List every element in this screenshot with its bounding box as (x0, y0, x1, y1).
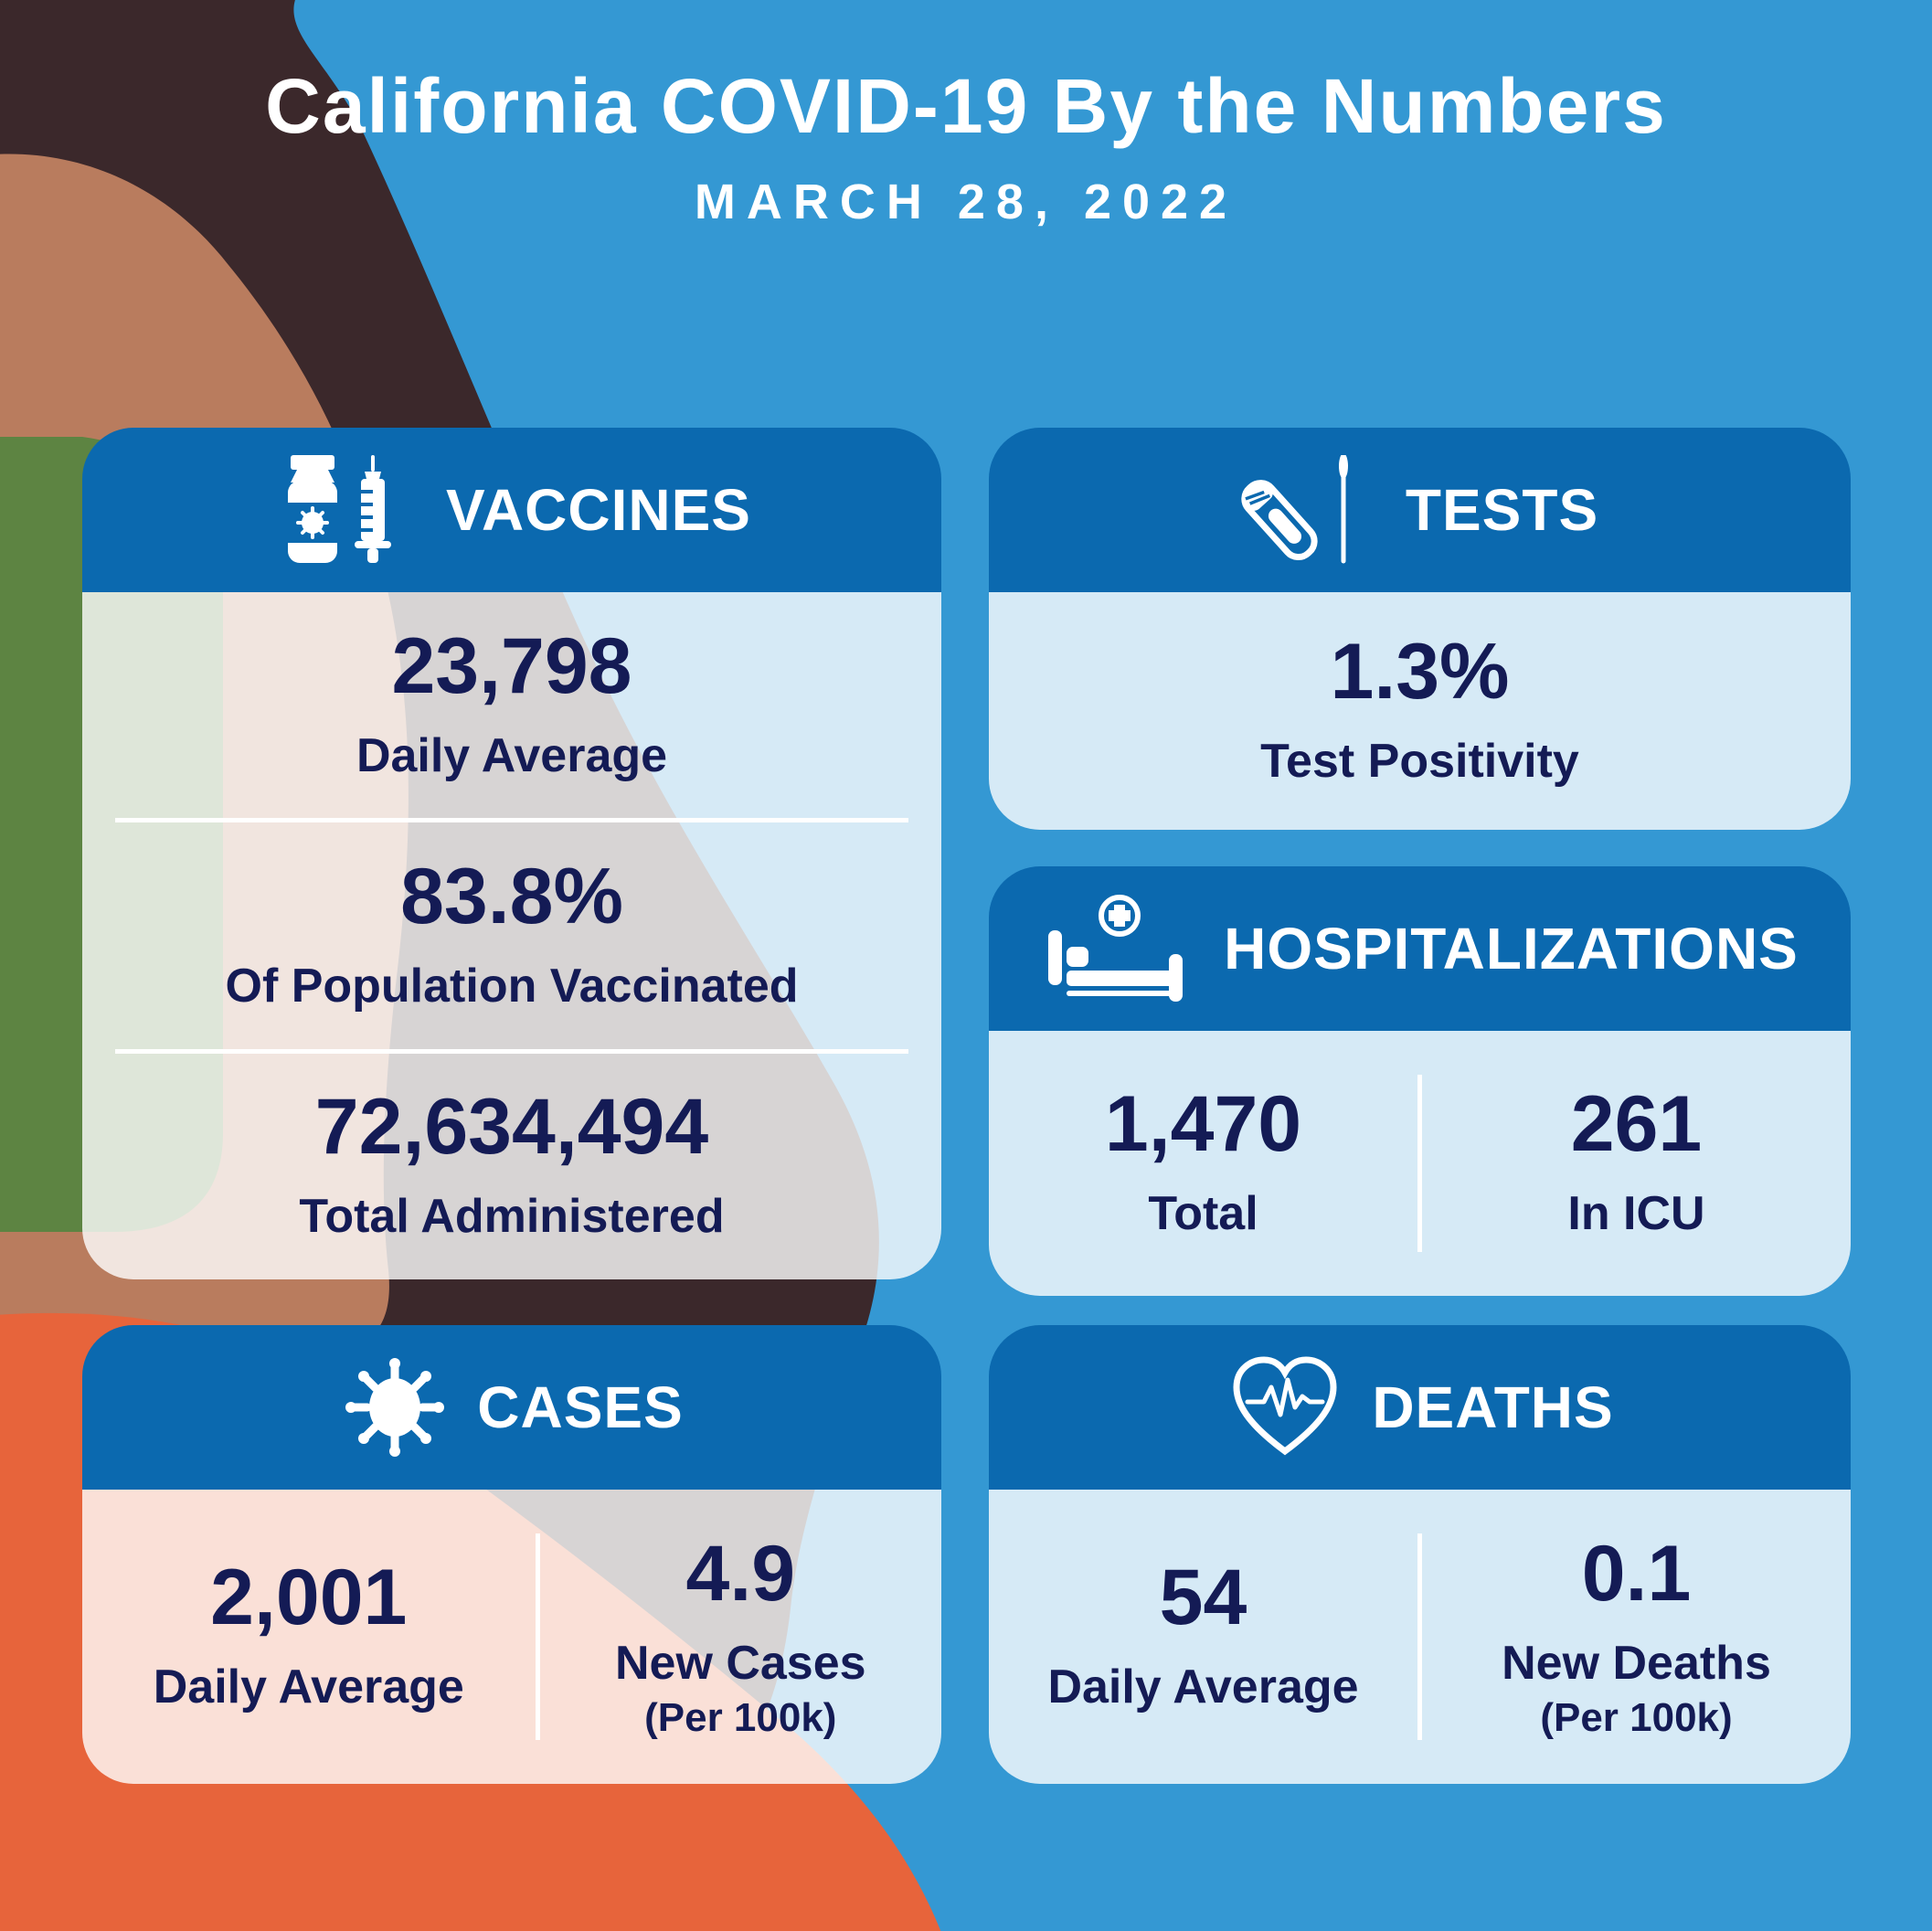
vaccines-card-body (82, 592, 941, 1279)
hospitalizations-card-header (989, 866, 1851, 1031)
cases-card-title: CASES (477, 1374, 684, 1440)
page-date: MARCH 28, 2022 (694, 175, 1238, 230)
stat-label: Total (1148, 1187, 1258, 1241)
stat-value: 54 (1159, 1554, 1247, 1642)
tests-card-title: TESTS (1405, 477, 1599, 543)
page-header (0, 64, 1932, 230)
vaccines-daily-average-stat (115, 592, 908, 822)
tests-card-body (989, 592, 1851, 830)
stat-value: 72,634,494 (314, 1083, 709, 1172)
stat-value: 83.8% (400, 853, 623, 941)
stat-label: Of Population Vaccinated (225, 960, 799, 1013)
tests-card-header (989, 428, 1851, 592)
vaccines-card-title: VACCINES (446, 477, 751, 543)
stat-value: 0.1 (1581, 1530, 1692, 1618)
stat-value: 261 (1570, 1080, 1703, 1169)
cases-card-body (82, 1490, 941, 1784)
stat-label: Daily Average (153, 1660, 464, 1714)
vaccines-card-header (82, 428, 941, 592)
stat-label: Total Administered (299, 1190, 725, 1244)
vaccines-total-stat (115, 1054, 908, 1279)
vaccine-vial-syringe-icon (272, 455, 419, 565)
deaths-daily-average-stat (989, 1490, 1417, 1784)
hospitalizations-icu-stat (1422, 1031, 1851, 1296)
test-positivity-stat (989, 592, 1851, 830)
deaths-card-body (989, 1490, 1851, 1784)
tests-card (989, 428, 1851, 830)
stat-sublabel: (Per 100k) (644, 1694, 837, 1740)
heart-pulse-icon (1226, 1353, 1344, 1462)
stat-value: 1,470 (1104, 1080, 1302, 1169)
stat-label: Daily Average (356, 728, 668, 782)
deaths-card (989, 1325, 1851, 1784)
deaths-card-title: DEATHS (1372, 1374, 1614, 1440)
virus-icon (340, 1353, 450, 1462)
cases-card-header (82, 1325, 941, 1490)
cases-new-cases-stat (540, 1490, 941, 1784)
stat-value: 4.9 (685, 1530, 796, 1618)
stat-label: In ICU (1567, 1187, 1705, 1241)
stat-sublabel: (Per 100k) (1540, 1694, 1733, 1740)
cases-daily-average-stat (82, 1490, 536, 1784)
hospital-bed-icon (1041, 894, 1196, 1003)
vaccines-population-stat (115, 822, 908, 1053)
deaths-new-deaths-stat (1422, 1490, 1851, 1784)
stat-value: 23,798 (391, 621, 632, 710)
test-tube-swab-icon (1241, 455, 1378, 565)
cases-card (82, 1325, 941, 1784)
hospitalizations-card-body (989, 1031, 1851, 1296)
stat-label: Test Positivity (1260, 735, 1579, 789)
stat-label: New Cases (614, 1637, 866, 1690)
hospitalizations-card-title: HOSPITALIZATIONS (1224, 916, 1799, 981)
stat-value: 2,001 (210, 1554, 408, 1642)
deaths-card-header (989, 1325, 1851, 1490)
stat-label: New Deaths (1502, 1637, 1771, 1690)
page-title: California COVID-19 By the Numbers (265, 63, 1667, 149)
stat-value: 1.3% (1330, 628, 1510, 716)
hospitalizations-card (989, 866, 1851, 1296)
hospitalizations-total-stat (989, 1031, 1417, 1296)
vaccines-card (82, 428, 941, 1279)
stat-label: Daily Average (1047, 1660, 1359, 1714)
